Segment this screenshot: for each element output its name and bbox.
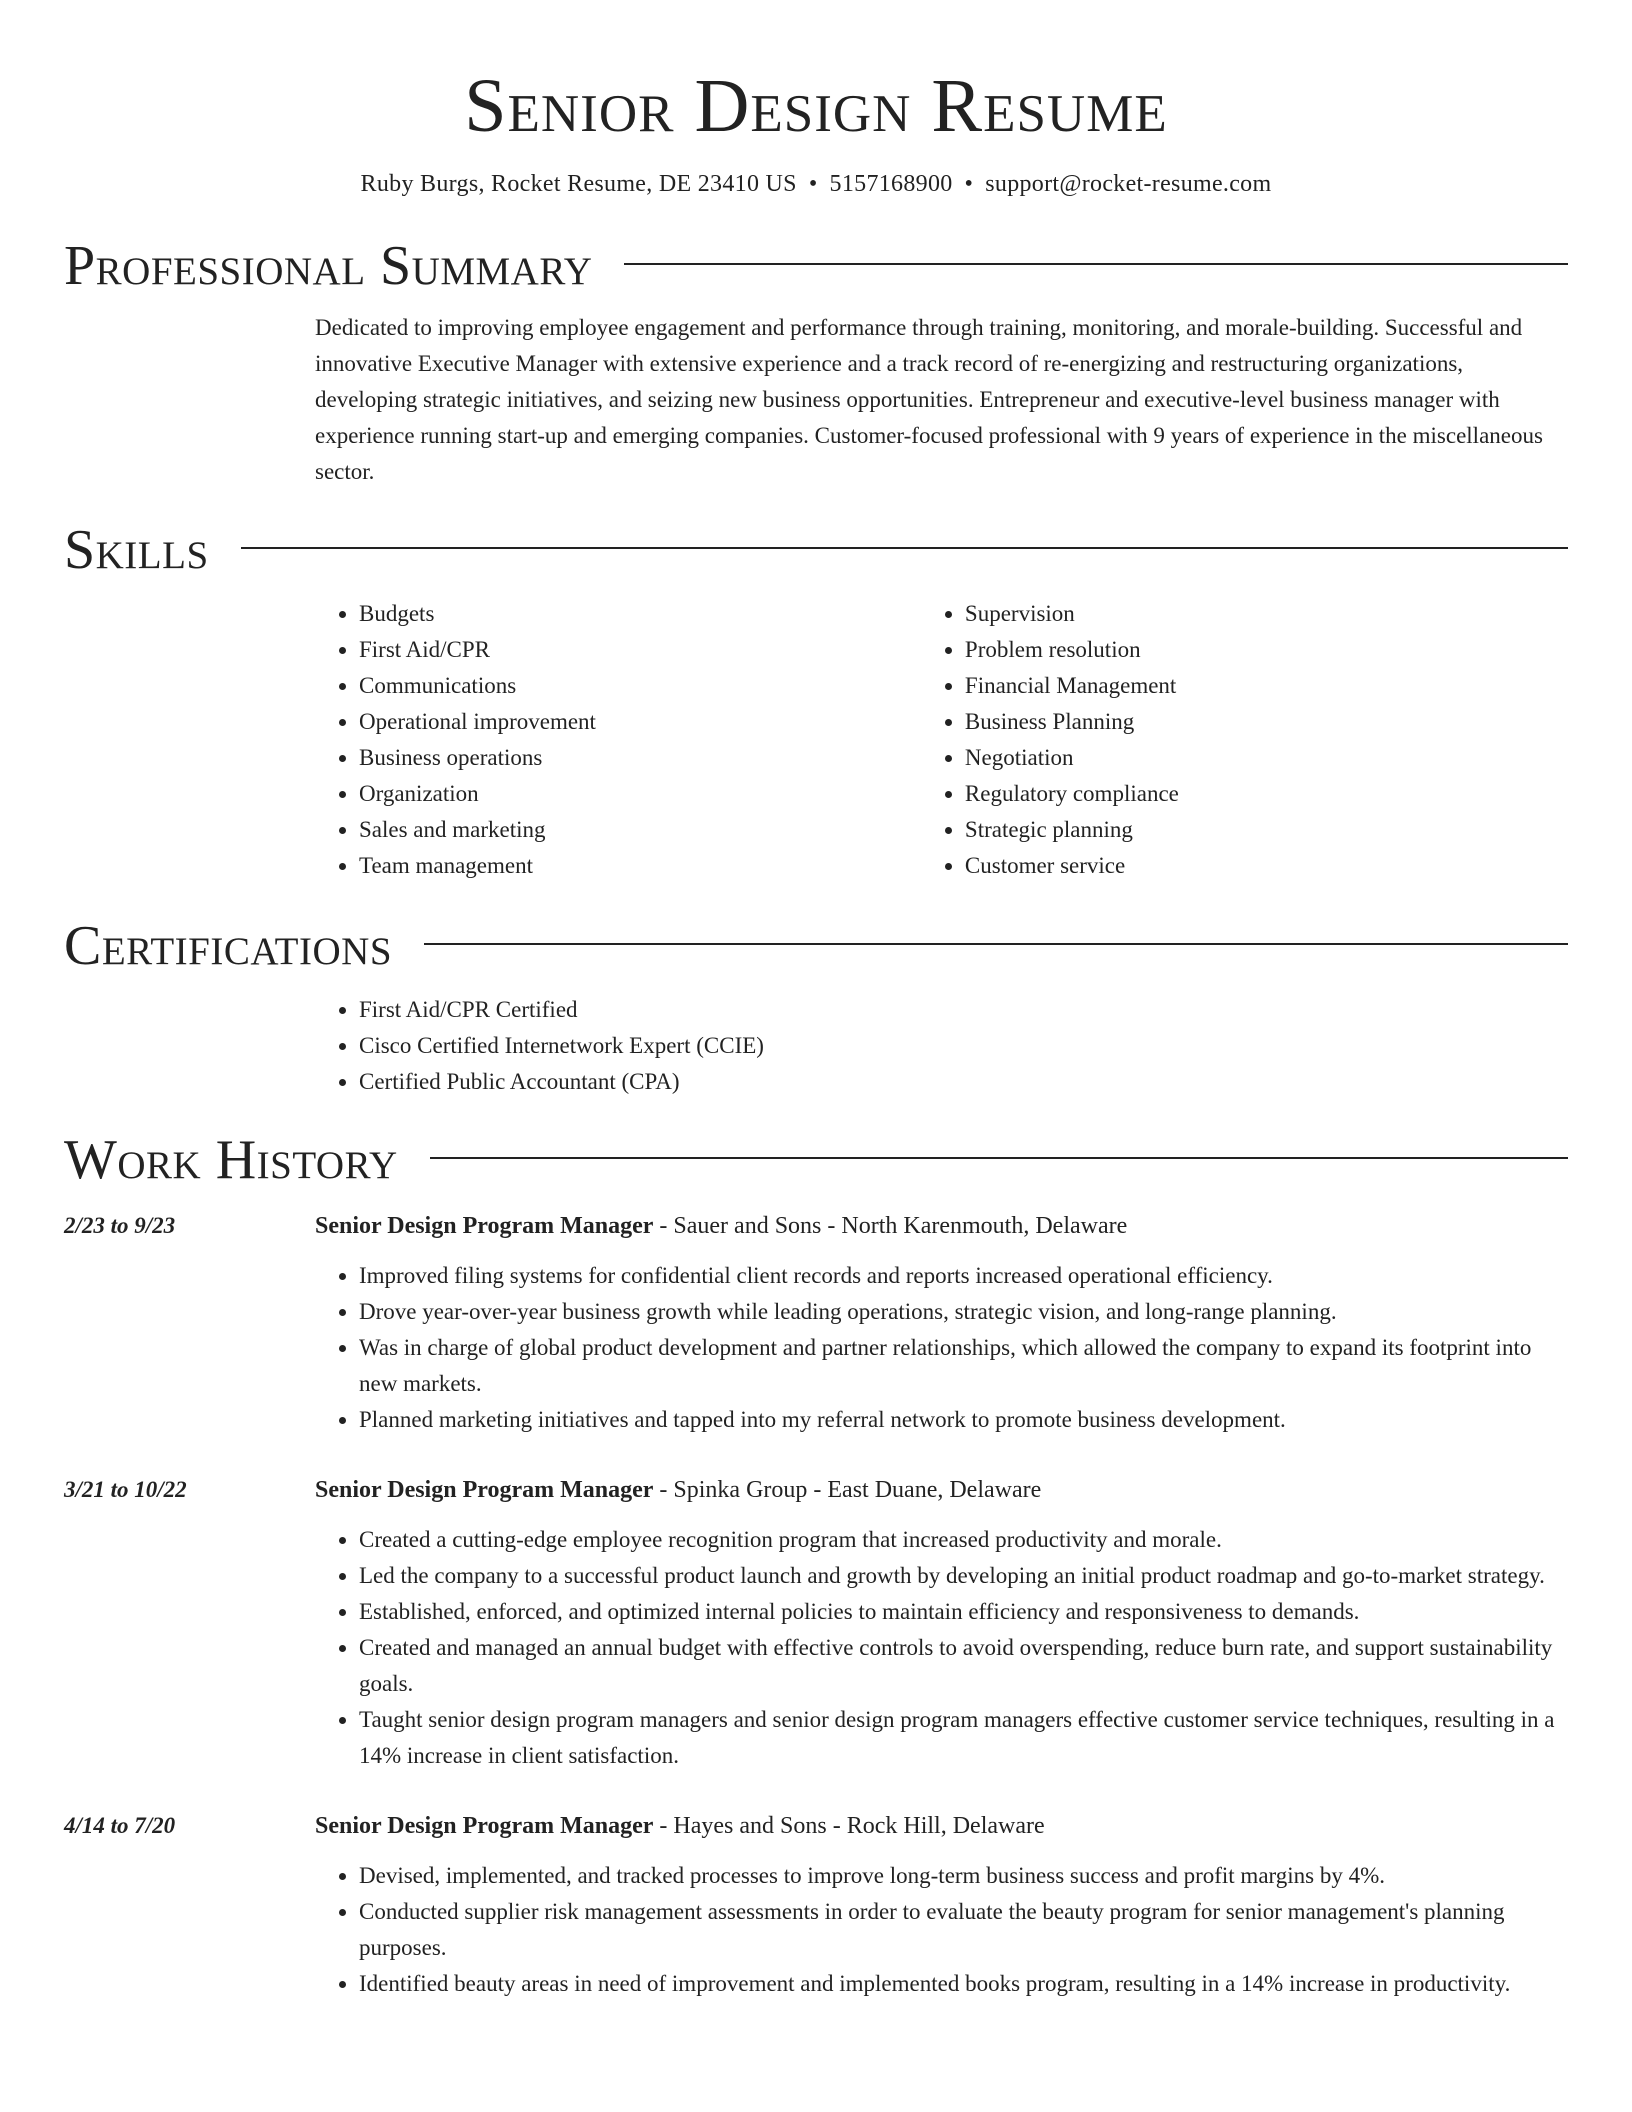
work-heading: Work History	[64, 1129, 398, 1191]
skill-item: • Customer service	[965, 848, 1568, 884]
skill-item: • Negotiation	[965, 740, 1568, 776]
section-divider	[424, 943, 1568, 945]
job-dates: 2/23 to 9/23	[64, 1213, 176, 1238]
skill-item: • Financial Management	[965, 668, 1568, 704]
skill-item: • Team management	[359, 848, 877, 884]
skill-item: • Communications	[359, 668, 877, 704]
resume-title: Senior Design Resume	[464, 64, 1168, 148]
contact-address: Ruby Burgs, Rocket Resume, DE 23410 US	[360, 171, 797, 197]
skill-item: • Supervision	[965, 596, 1568, 632]
job-role: Senior Design Program Manager	[315, 1213, 654, 1239]
contact-separator: •	[808, 171, 818, 197]
job-bullet: • Created a cutting-edge employee recognition program that increased productivity and morale.	[359, 1522, 1568, 1558]
skill-item: • Business Planning	[965, 704, 1568, 740]
summary-text: Dedicated to improving employee engagement and performance through training, monitoring, and morale-building. Successful and innovative Executive Manager with extensive experience and a track record of re-energizing and restructuring organizations, developing strategic initiatives, and seizing new business opportunities. Entrepreneur and executive-level business manager with experience running start-up and emerging companies. Customer-focused professional with 9 years of experience in the miscellaneous sector.	[315, 315, 1543, 484]
contact-email: support@rocket-resume.com	[985, 171, 1272, 197]
job-role: Senior Design Program Manager	[315, 1813, 654, 1839]
certifications-heading: Certifications	[64, 915, 393, 977]
skill-item: • Budgets	[359, 596, 877, 632]
job-company-location: - Spinka Group - East Duane, Delaware	[653, 1477, 1042, 1503]
skills-grid	[315, 596, 1568, 884]
job-title-line	[315, 1808, 1568, 1844]
job-bullet: • Created and managed an annual budget with effective controls to avoid overspending, reduce burn rate, and support sustainability goals.	[359, 1630, 1568, 1702]
job-bullets	[315, 1858, 1568, 2002]
job-bullets	[315, 1522, 1568, 1774]
job-bullet: • Planned marketing initiatives and tapped into my referral network to promote business development.	[359, 1402, 1568, 1438]
skill-item: • Organization	[359, 776, 877, 812]
skill-item: • Operational improvement	[359, 704, 877, 740]
section-divider	[241, 547, 1568, 549]
skills-heading: Skills	[64, 519, 209, 581]
job-bullet: • Taught senior design program managers and senior design program managers effective customer service techniques, resulting in a 14% increase in client satisfaction.	[359, 1702, 1568, 1774]
resume-page	[64, 0, 1568, 2002]
summary-body	[315, 310, 1568, 490]
skill-item: • Business operations	[359, 740, 877, 776]
section-divider	[430, 1157, 1568, 1159]
job-bullet: • Improved filing systems for confidential client records and reports increased operational efficiency.	[359, 1258, 1568, 1294]
skill-item: • Regulatory compliance	[965, 776, 1568, 812]
job-bullet: • Conducted supplier risk management assessments in order to evaluate the beauty program for senior management's planning purposes.	[359, 1894, 1568, 1966]
summary-heading: Professional Summary	[64, 235, 593, 297]
job-dates: 3/21 to 10/22	[64, 1477, 187, 1502]
skill-item: • Strategic planning	[965, 812, 1568, 848]
certification-item: • Certified Public Accountant (CPA)	[359, 1064, 1568, 1100]
job-details	[315, 1472, 1568, 1774]
job-entry	[64, 1808, 1568, 2002]
job-bullet: • Devised, implemented, and tracked processes to improve long-term business success and profit margins by 4%.	[359, 1858, 1568, 1894]
skill-item: • Sales and marketing	[359, 812, 877, 848]
contact-separator: •	[964, 171, 974, 197]
job-title-line	[315, 1472, 1568, 1508]
job-entry	[64, 1208, 1568, 1438]
certification-item: • Cisco Certified Internetwork Expert (CCIE)	[359, 1028, 1568, 1064]
certifications-section-header	[64, 914, 1568, 978]
job-details	[315, 1808, 1568, 2002]
contact-phone: 5157168900	[829, 171, 953, 197]
certification-item: • First Aid/CPR Certified	[359, 992, 1568, 1028]
certifications-list	[315, 992, 1568, 1100]
skills-body	[315, 596, 1568, 884]
skill-item: • First Aid/CPR	[359, 632, 877, 668]
job-company-location: - Hayes and Sons - Rock Hill, Delaware	[653, 1813, 1045, 1839]
job-bullet: • Established, enforced, and optimized internal policies to maintain efficiency and responsiveness to demands.	[359, 1594, 1568, 1630]
section-divider	[624, 263, 1568, 265]
job-bullet: • Identified beauty areas in need of improvement and implemented books program, resulting in a 14% increase in productivity.	[359, 1966, 1568, 2002]
job-bullets	[315, 1258, 1568, 1438]
job-details	[315, 1208, 1568, 1438]
job-bullet: • Drove year-over-year business growth while leading operations, strategic vision, and long-range planning.	[359, 1294, 1568, 1330]
work-section-header	[64, 1128, 1568, 1192]
job-dates: 4/14 to 7/20	[64, 1813, 176, 1838]
skills-section-header	[64, 518, 1568, 582]
skill-item: • Problem resolution	[965, 632, 1568, 668]
job-title-line	[315, 1208, 1568, 1244]
job-role: Senior Design Program Manager	[315, 1477, 654, 1503]
contact-line	[64, 168, 1568, 200]
summary-section-header	[64, 234, 1568, 298]
skills-list-right	[921, 596, 1568, 884]
job-bullet: • Was in charge of global product development and partner relationships, which allowed the company to expand its footprint into new markets.	[359, 1330, 1568, 1402]
certifications-body	[315, 992, 1568, 1100]
skills-list-left	[315, 596, 877, 884]
job-entry	[64, 1472, 1568, 1774]
job-company-location: - Sauer and Sons - North Karenmouth, Delaware	[653, 1213, 1128, 1239]
job-bullet: • Led the company to a successful product launch and growth by developing an initial product roadmap and go-to-market strategy.	[359, 1558, 1568, 1594]
